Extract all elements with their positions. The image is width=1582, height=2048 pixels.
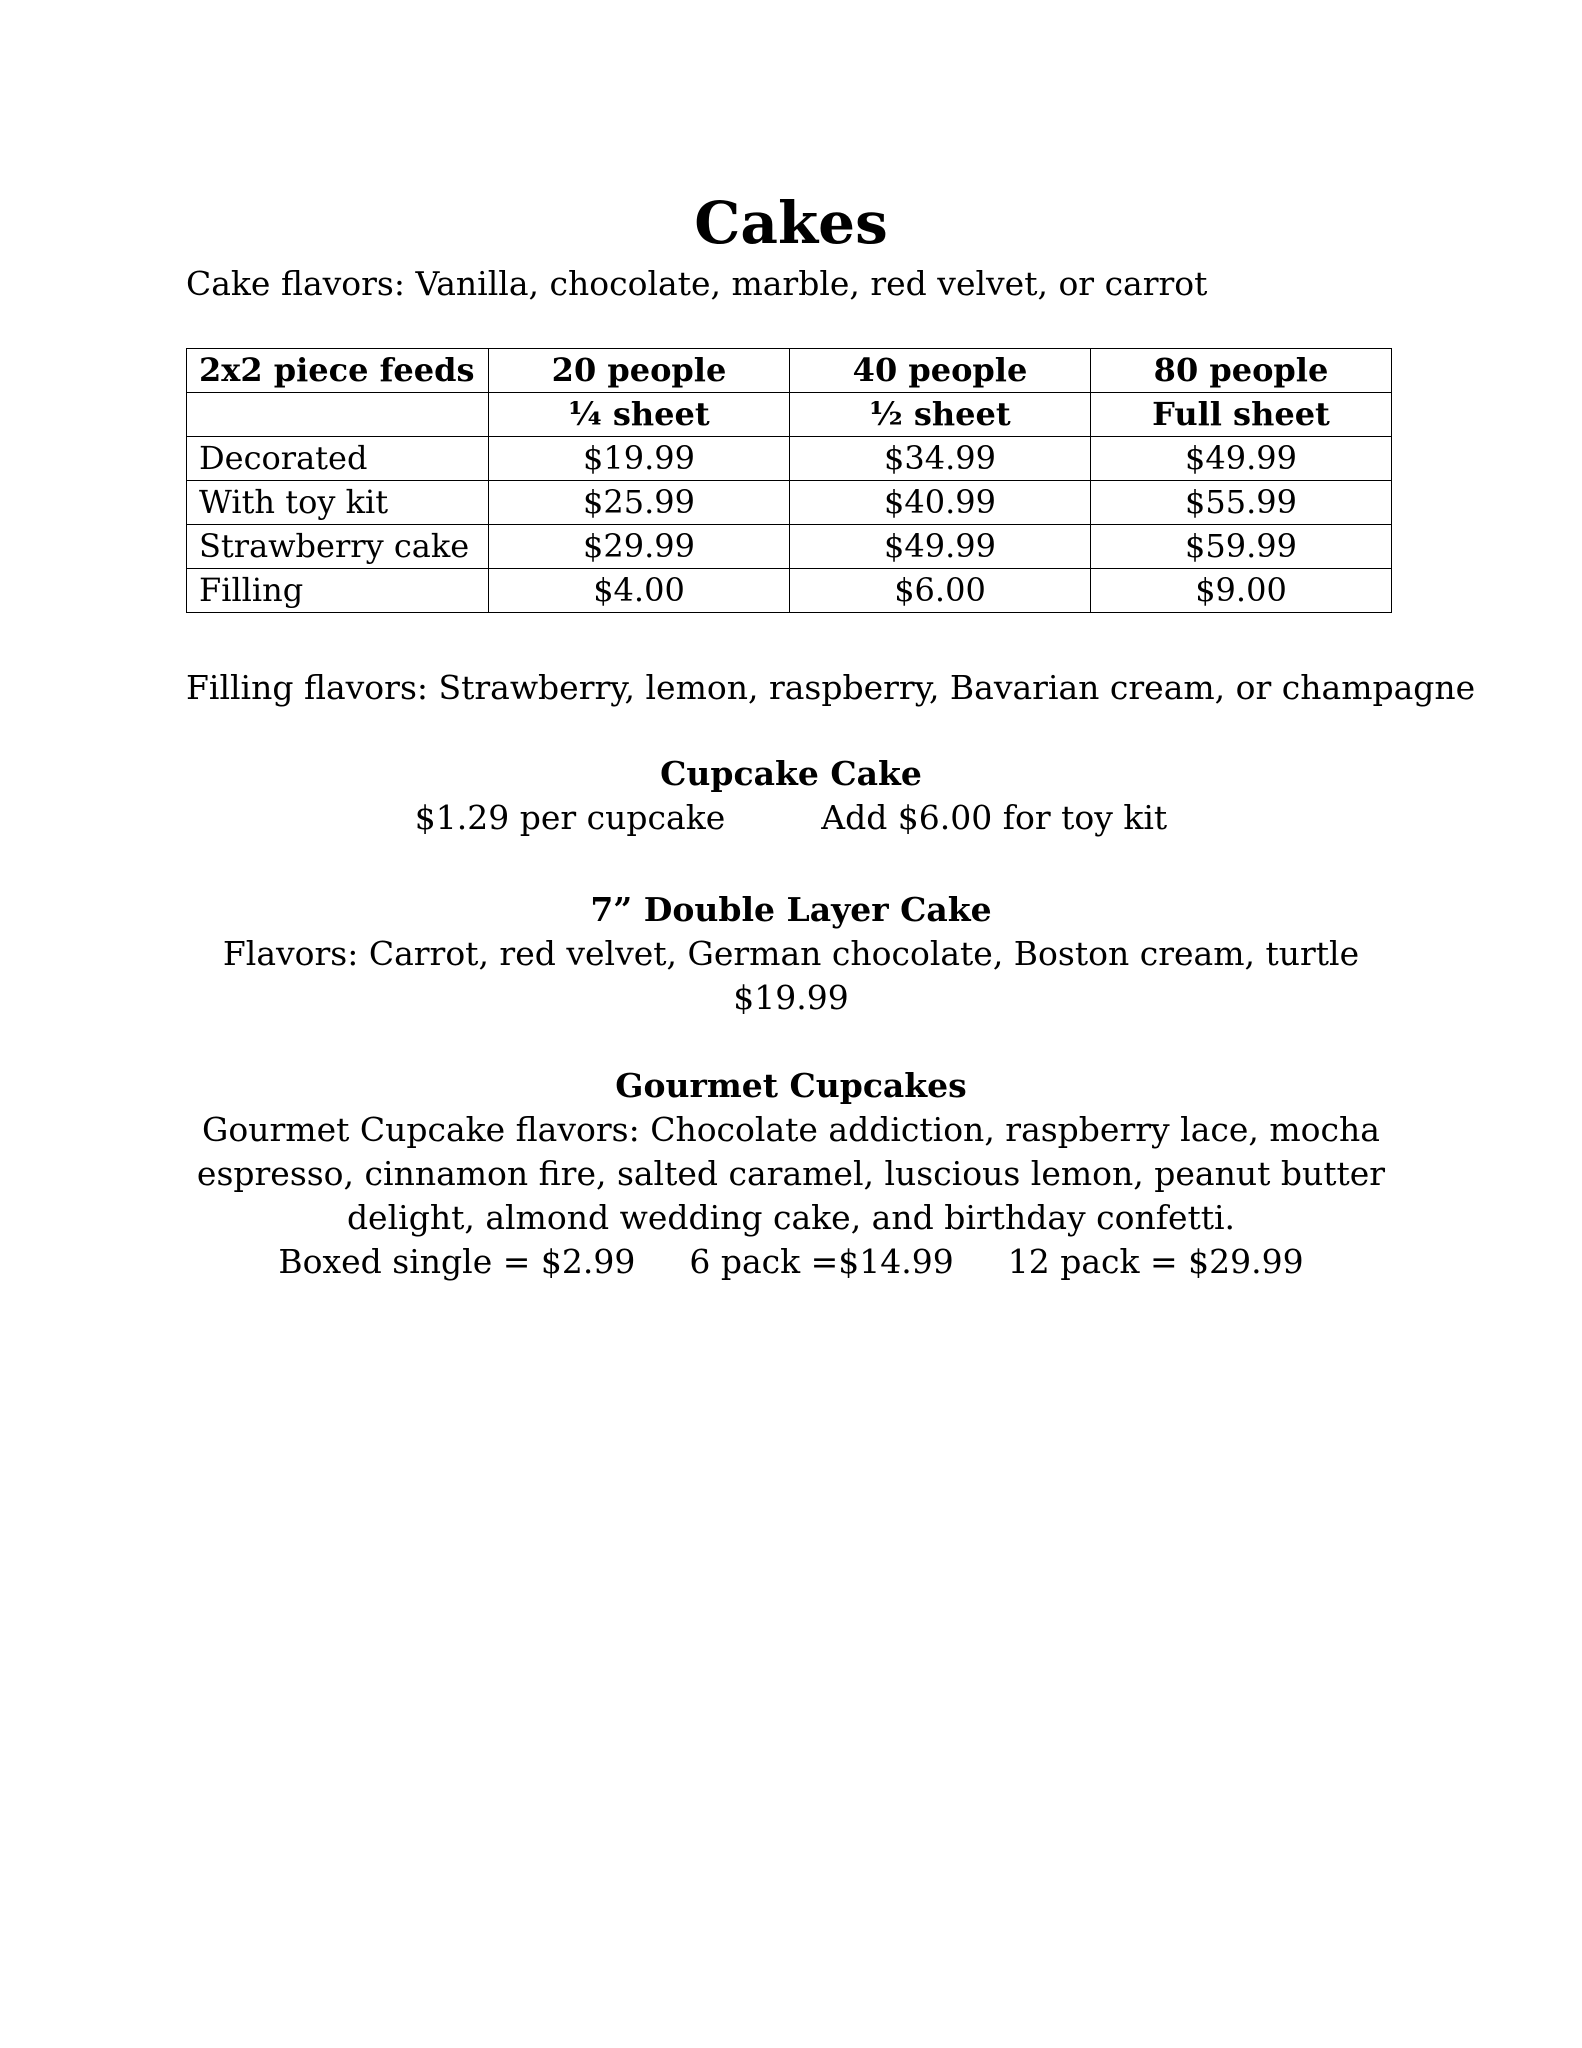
table-row — [187, 569, 1392, 613]
table-cell: $25.99 — [489, 481, 790, 525]
six-pack-price: 6 pack =$14.99 — [689, 1242, 954, 1281]
gourmet-prices — [0, 1240, 1582, 1284]
table-row — [187, 437, 1392, 481]
table-cell: $55.99 — [1091, 481, 1392, 525]
table-header-cell: 2x2 piece feeds — [187, 349, 489, 393]
section-heading: Cupcake Cake — [660, 754, 922, 793]
table-header-cell: ½ sheet — [790, 393, 1091, 437]
table-row — [187, 481, 1392, 525]
table-cell: $49.99 — [1091, 437, 1392, 481]
table-cell: $9.00 — [1091, 569, 1392, 613]
table-row — [187, 525, 1392, 569]
table-cell: $40.99 — [790, 481, 1091, 525]
table-cell: $59.99 — [1091, 525, 1392, 569]
table-header-row — [187, 349, 1392, 393]
cupcake-cake-prices — [0, 796, 1582, 840]
filling-flavors-text: Filling flavors: Strawberry, lemon, raspberry, Bavarian cream, or champagne — [186, 668, 1476, 707]
table-header-cell: 80 people — [1091, 349, 1392, 393]
table-header-cell: 20 people — [489, 349, 790, 393]
gourmet-flavors-line: espresso, cinnamon fire, salted caramel, luscious lemon, peanut butter — [196, 1154, 1386, 1193]
gourmet-flavors-line: Gourmet Cupcake flavors: Chocolate addiction, raspberry lace, mocha — [202, 1110, 1380, 1149]
table-row-label: Filling — [187, 569, 489, 613]
section-heading: 7” Double Layer Cake — [590, 890, 992, 929]
cupcake-price: $1.29 per cupcake — [414, 798, 726, 837]
table-cell: $49.99 — [790, 525, 1091, 569]
twelve-pack-price: 12 pack = $29.99 — [1007, 1242, 1304, 1281]
gourmet-flavors-line: delight, almond wedding cake, and birthday confetti. — [346, 1198, 1236, 1237]
toy-kit-price: Add $6.00 for toy kit — [821, 798, 1168, 837]
table-header-cell — [187, 393, 489, 437]
cupcake-cake-section — [0, 752, 1582, 840]
page-title: Cakes — [694, 189, 888, 257]
boxed-single-price: Boxed single = $2.99 — [278, 1242, 636, 1281]
table-cell: $29.99 — [489, 525, 790, 569]
table-row-label: With toy kit — [187, 481, 489, 525]
double-layer-flavors: Flavors: Carrot, red velvet, German chocolate, Boston cream, turtle — [222, 934, 1360, 973]
table-header-row — [187, 393, 1392, 437]
table-cell: $19.99 — [489, 437, 790, 481]
gourmet-cupcakes-section — [0, 1064, 1582, 1284]
cake-flavors-text: Cake flavors: Vanilla, chocolate, marble, red velvet, or carrot — [186, 264, 1208, 303]
double-layer-price: $19.99 — [733, 978, 849, 1017]
table-header-cell: 40 people — [790, 349, 1091, 393]
table-header-cell: Full sheet — [1091, 393, 1392, 437]
table-row-label: Strawberry cake — [187, 525, 489, 569]
double-layer-section — [0, 888, 1582, 1020]
table-row-label: Decorated — [187, 437, 489, 481]
table-cell: $34.99 — [790, 437, 1091, 481]
cake-price-table — [186, 348, 1392, 613]
table-header-cell: ¼ sheet — [489, 393, 790, 437]
table-cell: $4.00 — [489, 569, 790, 613]
section-heading: Gourmet Cupcakes — [615, 1066, 967, 1105]
table-cell: $6.00 — [790, 569, 1091, 613]
